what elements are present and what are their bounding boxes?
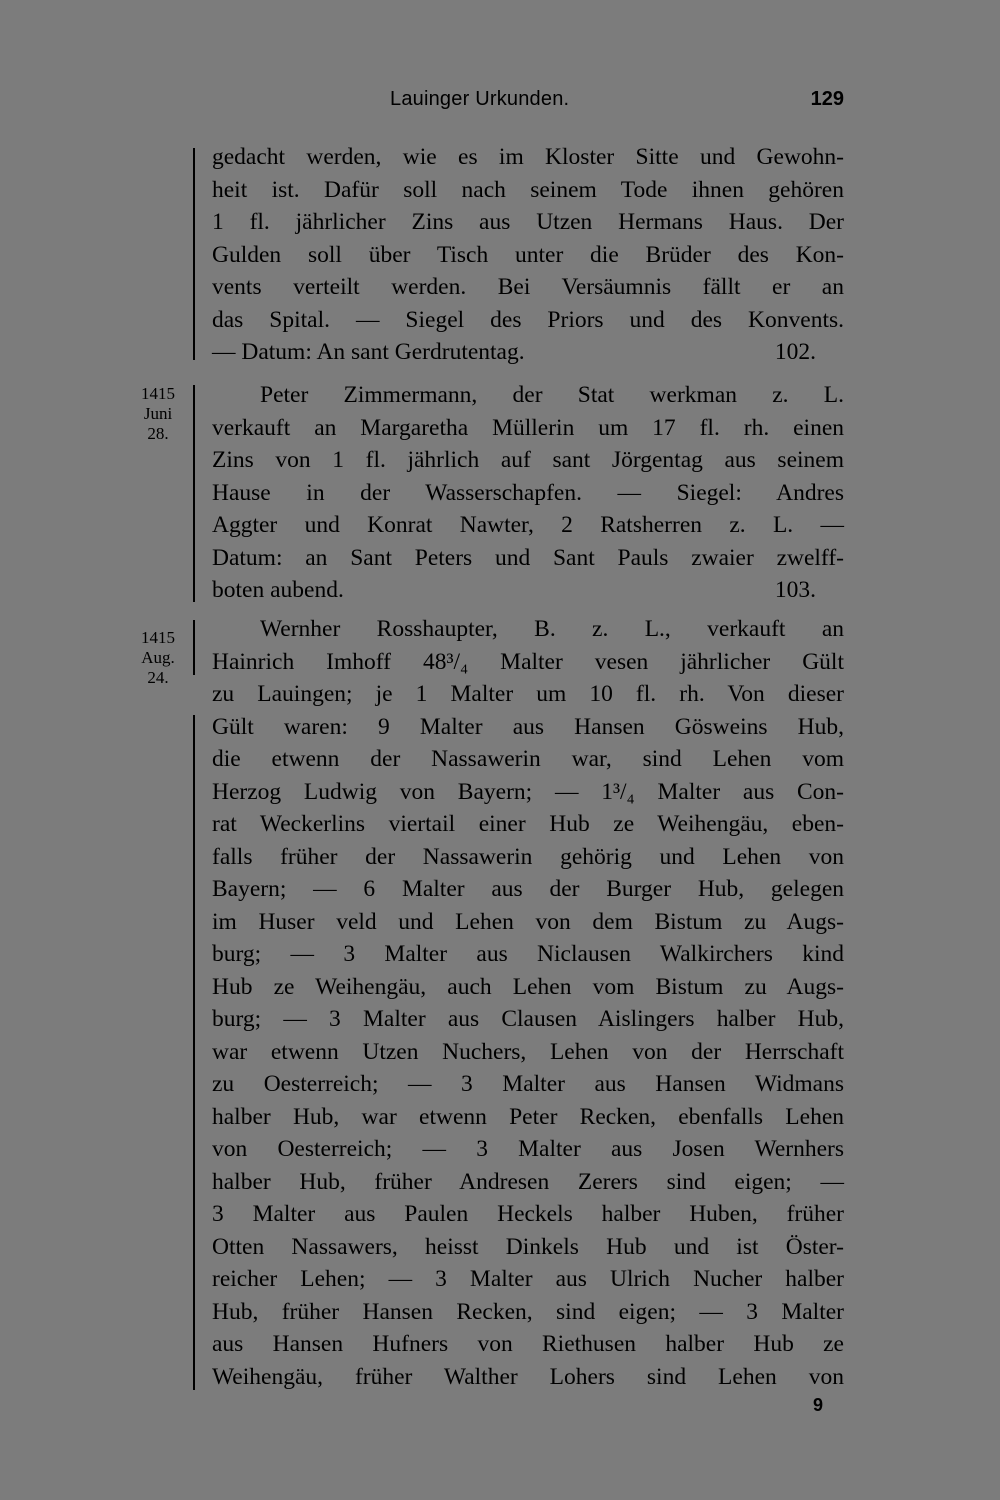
margin-date-day: 28. bbox=[147, 424, 169, 443]
text-line: Zins von 1 fl. jährlich auf sant Jörgentag aus seinem bbox=[212, 447, 844, 473]
document-number: 103. bbox=[774, 577, 816, 603]
text-line: Gulden soll über Tisch unter die Brüder des Kon- bbox=[212, 241, 844, 268]
text-line-content: — Datum: An sant Gerdrutentag. bbox=[212, 339, 525, 365]
text-line: heit ist. Dafür soll nach seinem Tode ihnen gehören bbox=[212, 176, 844, 203]
margin-rule bbox=[193, 148, 195, 360]
margin-date-month: Juni bbox=[143, 404, 173, 423]
text-line bbox=[212, 574, 844, 607]
margin-rule bbox=[193, 620, 195, 675]
text-line: Datum: an Sant Peters und Sant Pauls zwaier zwelff- bbox=[212, 544, 844, 571]
text-line: Herzog Ludwig von Bayern; — 1³/₄ Malter aus Con- bbox=[212, 778, 844, 805]
margin-date-day: 24. bbox=[147, 668, 169, 687]
text-line: Otten Nassawers, heisst Dinkels Hub und ist Öster- bbox=[212, 1233, 844, 1260]
margin-date-year: 1415 bbox=[141, 384, 175, 403]
document-104-text bbox=[212, 613, 844, 1393]
text-line: im Huser veld und Lehen von dem Bistum zu Augs- bbox=[212, 908, 844, 935]
text-line-content: boten aubend. bbox=[212, 577, 344, 603]
text-line: zu Lauingen; je 1 Malter um 10 fl. rh. Von dieser bbox=[212, 681, 844, 707]
signature-mark: 9 bbox=[812, 1395, 823, 1415]
text-line: gedacht werden, wie es im Kloster Sitte und Gewohn- bbox=[212, 144, 844, 170]
text-line: halber Hub, früher Andresen Zerers sind eigen; — bbox=[212, 1168, 844, 1195]
text-line: burg; — 3 Malter aus Niclausen Walkirchers kind bbox=[212, 941, 844, 967]
text-line: Hub ze Weihengäu, auch Lehen vom Bistum zu Augs- bbox=[212, 973, 844, 1000]
text-line: war etwenn Utzen Nuchers, Lehen von der Herrschaft bbox=[212, 1038, 844, 1065]
document-number: 102. bbox=[774, 339, 816, 365]
text-line: Bayern; — 6 Malter aus der Burger Hub, gelegen bbox=[212, 876, 844, 902]
text-line: Hainrich Imhoff 48³/₄ Malter vesen jährlicher Gült bbox=[212, 648, 844, 675]
text-line: falls früher der Nassawerin gehörig und Lehen von bbox=[212, 843, 844, 870]
text-line: 1 fl. jährlicher Zins aus Utzen Hermans Haus. Der bbox=[212, 209, 844, 235]
text-line: Hause in der Wasserschapfen. — Siegel: Andres bbox=[212, 479, 844, 506]
text-line: reicher Lehen; — 3 Malter aus Ulrich Nucher halber bbox=[212, 1266, 844, 1292]
text-line: die etwenn der Nassawerin war, sind Lehen vom bbox=[212, 746, 844, 772]
running-header-title: Lauinger Urkunden. bbox=[390, 88, 570, 110]
text-line: 3 Malter aus Paulen Heckels halber Huben, früher bbox=[212, 1201, 844, 1227]
page-number: 129 bbox=[810, 88, 844, 110]
text-line: Aggter und Konrat Nawter, 2 Ratsherren z. L. — bbox=[212, 512, 844, 538]
text-line: von Oesterreich; — 3 Malter aus Josen Wernhers bbox=[212, 1136, 844, 1162]
text-line: Gült waren: 9 Malter aus Hansen Gösweins Hub, bbox=[212, 713, 844, 740]
text-line: halber Hub, war etwenn Peter Recken, ebenfalls Lehen bbox=[212, 1103, 844, 1130]
text-line: aus Hansen Hufners von Riethusen halber Hub ze bbox=[212, 1331, 844, 1357]
document-102-text bbox=[212, 141, 844, 369]
text-line: Weihengäu, früher Walther Lohers sind Lehen von bbox=[212, 1363, 844, 1390]
text-line: rat Weckerlins viertail einer Hub ze Weihengäu, eben- bbox=[212, 811, 844, 837]
text-line: Peter Zimmermann, der Stat werkman z. L. bbox=[260, 382, 844, 408]
text-line: zu Oesterreich; — 3 Malter aus Hansen Widmans bbox=[212, 1071, 844, 1097]
margin-date-month: Aug. bbox=[141, 648, 175, 667]
margin-date-103 bbox=[132, 384, 184, 444]
margin-date-104 bbox=[132, 628, 184, 688]
margin-rule bbox=[193, 715, 195, 1390]
text-line: vents verteilt werden. Bei Versäumnis fällt er an bbox=[212, 274, 844, 300]
document-103-text bbox=[212, 379, 844, 607]
margin-date-year: 1415 bbox=[141, 628, 175, 647]
text-line: burg; — 3 Malter aus Clausen Aislingers halber Hub, bbox=[212, 1006, 844, 1032]
text-line: verkauft an Margaretha Müllerin um 17 fl. rh. einen bbox=[212, 414, 844, 441]
text-line bbox=[212, 336, 844, 369]
text-line: Wernher Rosshaupter, B. z. L., verkauft an bbox=[260, 616, 844, 642]
text-line: das Spital. — Siegel des Priors und des Konvents. bbox=[212, 306, 844, 333]
text-line: Hub, früher Hansen Recken, sind eigen; — 3 Malter bbox=[212, 1298, 844, 1325]
margin-rule bbox=[193, 385, 195, 602]
